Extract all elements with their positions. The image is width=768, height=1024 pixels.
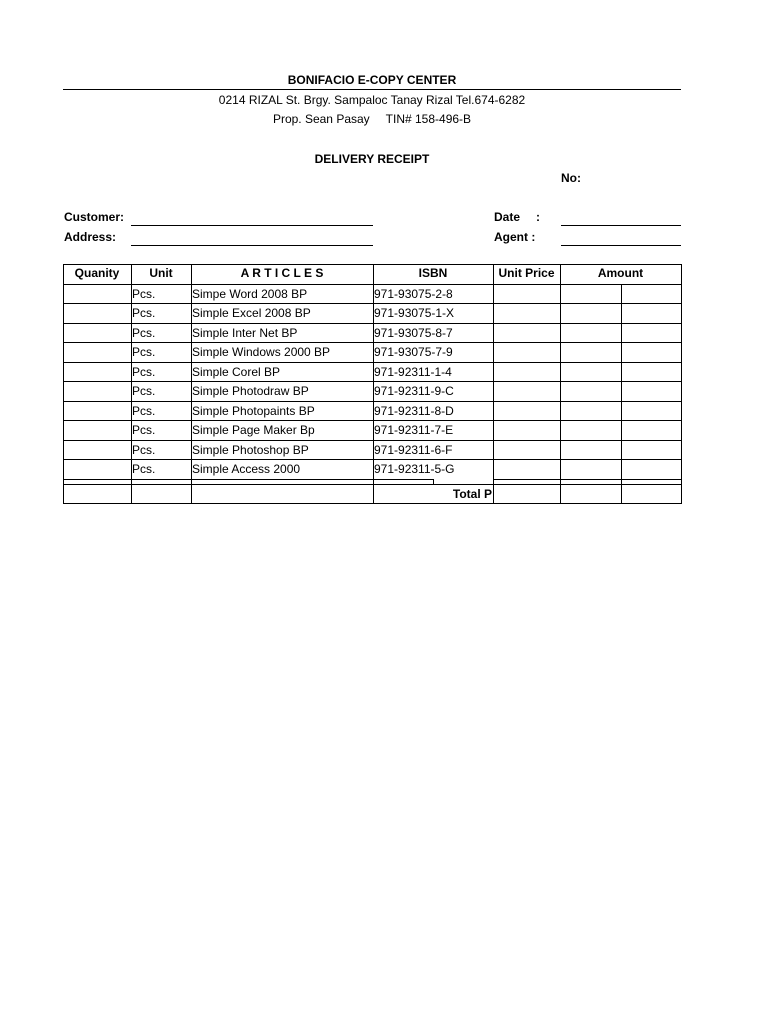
row-unit: Pcs. — [132, 423, 156, 437]
row-isbn: 971-92311-7-E — [374, 423, 454, 437]
row-unit: Pcs. — [132, 443, 156, 457]
row-isbn: 971-93075-1-X — [374, 306, 455, 320]
receipt-number-label: No: — [561, 171, 581, 185]
table-border — [63, 459, 681, 460]
row-unit: Pcs. — [132, 384, 156, 398]
customer-label: Customer: — [64, 210, 125, 224]
row-isbn: 971-92311-6-F — [374, 443, 453, 457]
total-label: Total P — [452, 487, 492, 501]
company-name: BONIFACIO E-COPY CENTER — [287, 73, 457, 87]
row-isbn: 971-92311-5-G — [374, 462, 455, 476]
table-border — [63, 362, 681, 363]
table-border — [63, 420, 681, 421]
table-border — [493, 264, 494, 504]
date-label: Date — [494, 210, 521, 224]
table-border — [63, 479, 433, 480]
row-isbn: 971-92311-1-4 — [374, 365, 452, 379]
row-article: Simple Page Maker Bp — [192, 423, 315, 437]
row-article: Simpe Word 2008 BP — [192, 287, 308, 301]
row-unit: Pcs. — [132, 462, 156, 476]
row-unit: Pcs. — [132, 306, 156, 320]
row-article: Simple Photopaints BP — [192, 404, 315, 418]
proprietor: Prop. Sean Pasay — [272, 112, 370, 126]
table-border — [63, 264, 64, 504]
column-header-isbn: ISBN — [418, 266, 448, 280]
column-header-unit-price: Unit Price — [498, 266, 555, 280]
table-border — [191, 264, 192, 504]
column-header-quantity: Quanity — [74, 266, 120, 280]
table-border — [493, 479, 681, 480]
table-border — [63, 323, 681, 324]
row-article: Simple Corel BP — [192, 365, 281, 379]
row-article: Simple Photoshop BP — [192, 443, 309, 457]
table-border — [433, 479, 434, 484]
row-isbn: 971-93075-8-7 — [374, 326, 453, 340]
agent-label: Agent : — [494, 230, 536, 244]
row-unit: Pcs. — [132, 326, 156, 340]
table-border — [63, 503, 681, 504]
row-isbn: 971-93075-7-9 — [374, 345, 453, 359]
table-border — [131, 264, 132, 504]
table-border — [63, 484, 681, 485]
date-colon: : — [536, 210, 540, 224]
row-article: Simple Excel 2008 BP — [192, 306, 311, 320]
receipt-title: DELIVERY RECEIPT — [314, 152, 430, 166]
row-isbn: 971-92311-9-C — [374, 384, 454, 398]
row-unit: Pcs. — [132, 365, 156, 379]
table-border — [560, 264, 561, 504]
column-header-articles: A R T I C L E S — [240, 266, 324, 280]
table-border — [63, 284, 681, 285]
row-article: Simple Windows 2000 BP — [192, 345, 331, 359]
table-border — [63, 381, 681, 382]
tin-number: TIN# 158-496-B — [385, 112, 472, 126]
row-article: Simple Access 2000 — [192, 462, 301, 476]
column-header-amount: Amount — [597, 266, 644, 280]
row-isbn: 971-93075-2-8 — [374, 287, 453, 301]
row-unit: Pcs. — [132, 345, 156, 359]
table-border — [63, 264, 681, 265]
row-isbn: 971-92311-8-D — [374, 404, 454, 418]
column-header-unit: Unit — [149, 266, 173, 280]
row-unit: Pcs. — [132, 404, 156, 418]
table-border — [373, 264, 374, 504]
row-article: Simple Inter Net BP — [192, 326, 298, 340]
table-border — [681, 264, 682, 504]
row-unit: Pcs. — [132, 287, 156, 301]
table-border — [63, 303, 681, 304]
address-label: Address: — [64, 230, 117, 244]
table-border — [621, 284, 622, 504]
table-border — [63, 401, 681, 402]
table-border — [63, 440, 681, 441]
company-address: 0214 RIZAL St. Brgy. Sampaloc Tanay Rizal Tel.674-6282 — [218, 93, 526, 107]
table-border — [63, 342, 681, 343]
row-article: Simple Photodraw BP — [192, 384, 309, 398]
